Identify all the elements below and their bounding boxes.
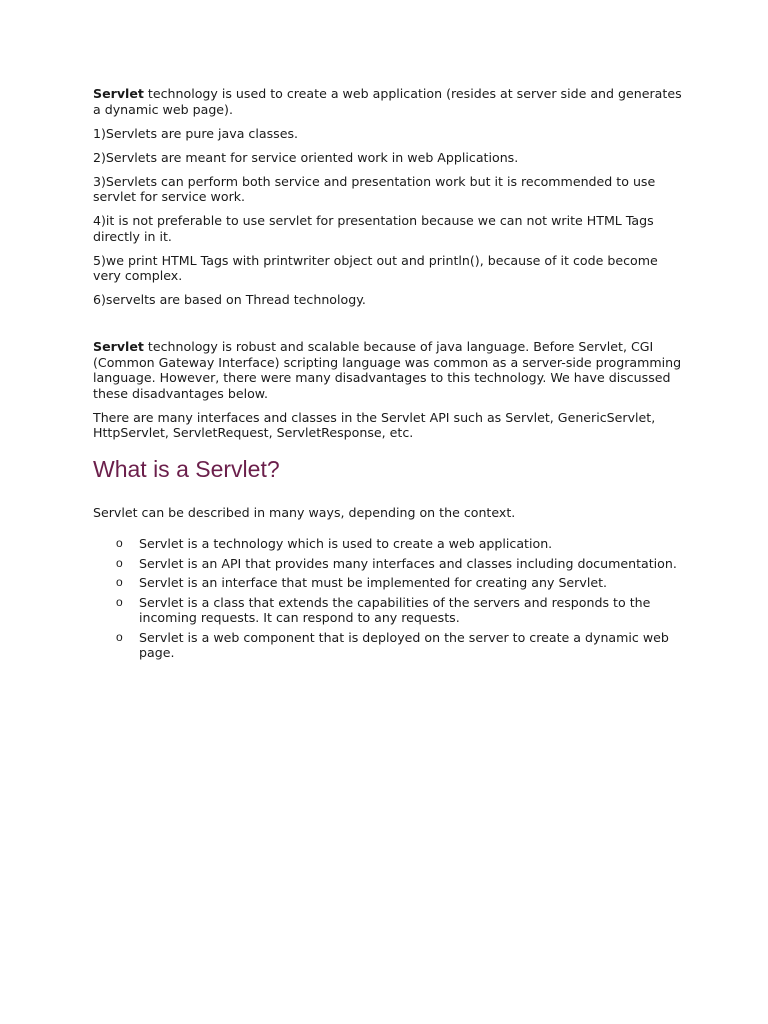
robust-paragraph [93, 339, 683, 401]
interfaces-paragraph: There are many interfaces and classes in the Servlet API such as Servlet, GenericServlet, HttpServlet, ServletRequest, ServletResponse, etc. [93, 409, 656, 440]
list-item [93, 536, 683, 552]
bullet-marker: o [116, 594, 123, 609]
robust-bold-term: Servlet [93, 339, 144, 354]
list-item-text: Servlet is a web component that is deployed on the server to create a dynamic web page. [139, 629, 669, 660]
bullet-marker: o [116, 629, 123, 644]
servlet-definitions-list [93, 536, 683, 661]
bullet-marker: o [116, 575, 123, 589]
intro-text: technology is used to create a web application (resides at server side and generates a dynamic web page). [93, 86, 682, 117]
list-item-text: Servlet is an interface that must be implemented for creating any Servlet. [139, 575, 608, 590]
list-item [93, 556, 683, 572]
intro-paragraph [93, 86, 683, 117]
point-6: 6)servelts are based on Thread technology. [93, 292, 366, 307]
robust-text: technology is robust and scalable because of java language. Before Servlet, CGI (Common Gateway Interface) scripting language was common as a server-side programming language. However, there were many disadvantages to this technology. We have discussed these disadvantages below. [93, 339, 682, 401]
point-1: 1)Servlets are pure java classes. [93, 125, 299, 141]
description-intro: Servlet can be described in many ways, depending on the context. [93, 504, 516, 520]
list-item [93, 595, 683, 626]
document-page [93, 86, 683, 665]
section-heading: What is a Servlet? [93, 455, 280, 482]
point-5: 5)we print HTML Tags with printwriter object out and println(), because of it code become very complex. [93, 252, 658, 283]
intro-bold-term: Servlet [93, 86, 144, 101]
list-item-text: Servlet is a technology which is used to create a web application. [139, 536, 553, 551]
list-item-text: Servlet is an API that provides many interfaces and classes including documentation. [139, 555, 677, 571]
bullet-marker: o [116, 536, 123, 550]
list-item-text: Servlet is a class that extends the capabilities of the servers and responds to the incoming requests. It can respond to any requests. [139, 594, 651, 625]
point-3: 3)Servlets can perform both service and presentation work but it is recommended to use servlet for service work. [93, 173, 656, 204]
bullet-marker: o [116, 555, 123, 570]
list-item [93, 630, 683, 661]
point-4: 4)it is not preferable to use servlet for presentation because we can not write HTML Tags directly in it. [93, 213, 654, 244]
section-spacer [93, 316, 683, 339]
list-item [93, 575, 683, 591]
point-2: 2)Servlets are meant for service oriented work in web Applications. [93, 149, 519, 165]
